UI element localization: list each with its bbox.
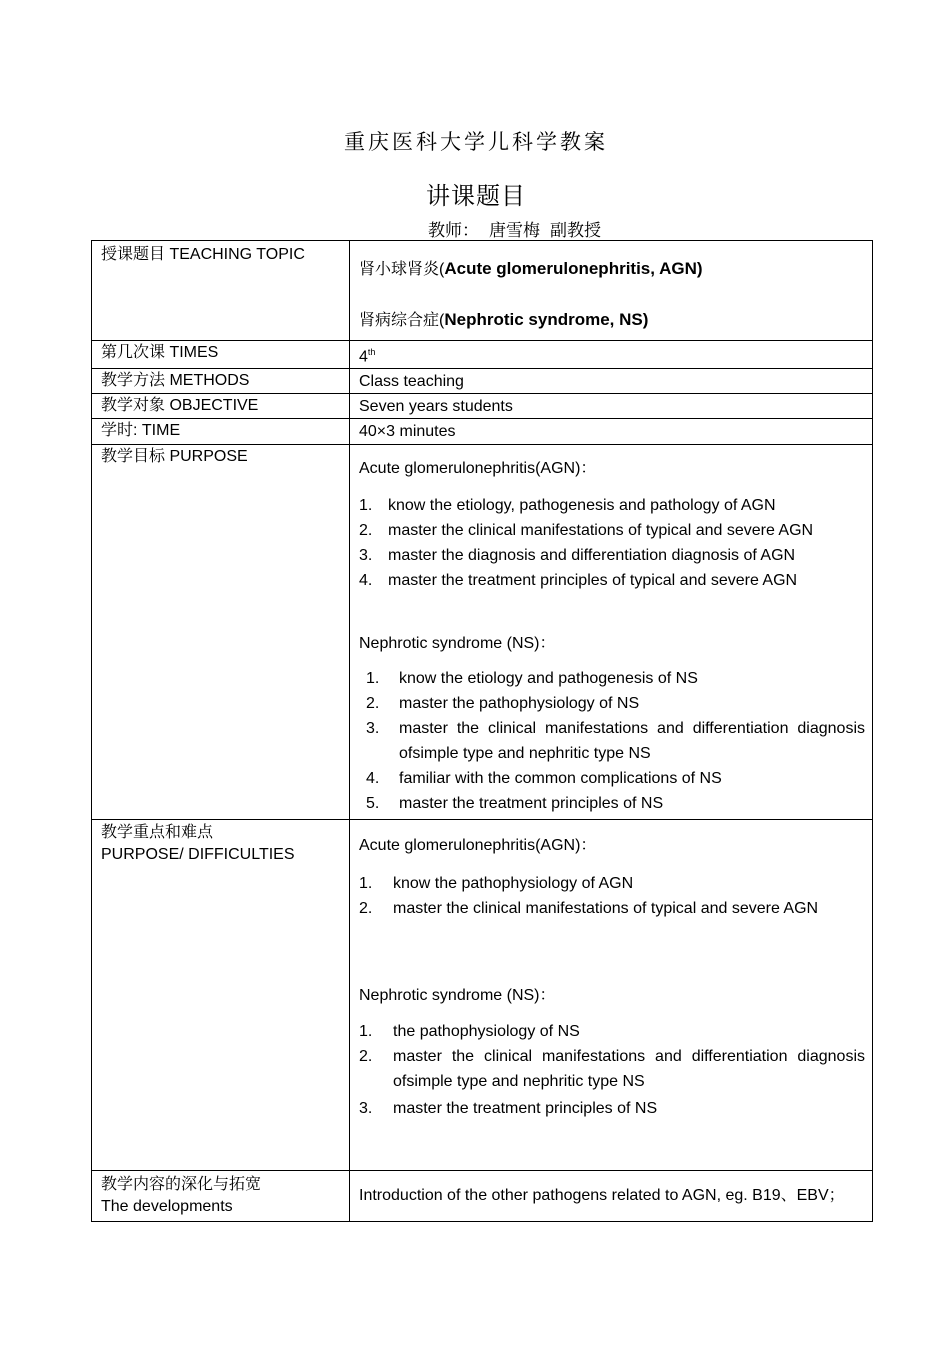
- teacher-line: [428, 216, 611, 241]
- difficulties-ns-list: [359, 1019, 865, 1121]
- list-item: [359, 716, 865, 766]
- list-item: [359, 691, 865, 716]
- item-text: master the treatment principles of typical and severe AGN: [388, 572, 798, 590]
- teacher-name: 唐雪梅: [489, 221, 540, 241]
- item-text: master the treatment principles of NS: [399, 795, 664, 813]
- purpose-agn-heading: Acute glomerulonephritis(AGN)：: [359, 460, 597, 478]
- times-value: [350, 341, 873, 369]
- developments-value: Introduction of the other pathogens related to AGN, eg. B19、EBV；: [350, 1171, 873, 1222]
- item-number: 1.: [359, 1023, 373, 1041]
- item-text: master the pathophysiology of NS: [399, 695, 640, 713]
- lecture-title: 讲课题目: [426, 182, 526, 210]
- purpose-ns-list: [359, 666, 865, 816]
- teacher-title: 副教授: [550, 221, 601, 241]
- item-number: 4.: [366, 770, 380, 788]
- list-item: [359, 896, 865, 921]
- item-number: 2.: [359, 522, 373, 540]
- purpose-ns-heading: Nephrotic syndrome (NS)：: [359, 635, 556, 653]
- item-text: the pathophysiology of NS: [393, 1023, 580, 1041]
- item-text: familiar with the common complications of NS: [399, 770, 722, 788]
- list-item: [359, 493, 865, 518]
- list-item: [359, 543, 865, 568]
- topic-ns: [359, 308, 865, 333]
- difficulties-label-cn: 教学重点和难点: [101, 824, 214, 842]
- time-row: [92, 419, 873, 445]
- list-item: [359, 568, 865, 593]
- time-value: 40×3 minutes: [350, 419, 873, 445]
- topic-agn: [359, 257, 865, 282]
- item-number: 1.: [359, 875, 373, 893]
- objective-label: 教学对象 OBJECTIVE: [92, 394, 350, 419]
- list-item: [359, 666, 865, 691]
- difficulties-ns-heading: Nephrotic syndrome (NS)：: [359, 987, 556, 1005]
- item-text: master the clinical manifestations and differentiation diagnosis ofsimple type and nephritic type NS: [399, 720, 865, 763]
- item-number: 3.: [366, 720, 380, 738]
- times-suffix: th: [367, 347, 376, 357]
- difficulties-label-en: PURPOSE/ DIFFICULTIES: [101, 846, 295, 864]
- item-number: 3.: [359, 1100, 373, 1118]
- item-text: know the etiology, pathogenesis and pathology of AGN: [388, 497, 776, 515]
- developments-label: [92, 1171, 350, 1222]
- teacher-label: 教师：: [428, 221, 479, 241]
- difficulties-agn-heading: Acute glomerulonephritis(AGN)：: [359, 837, 597, 855]
- list-item: [359, 1096, 865, 1121]
- item-text: know the pathophysiology of AGN: [393, 875, 634, 893]
- topic-row: [92, 241, 873, 341]
- list-item: [359, 518, 865, 543]
- item-text: master the clinical manifestations of typical and severe AGN: [388, 522, 814, 540]
- list-item: [359, 1044, 865, 1094]
- item-number: 1.: [359, 497, 373, 515]
- item-number: 2.: [359, 900, 373, 918]
- methods-label: 教学方法 METHODS: [92, 369, 350, 394]
- list-item: [359, 766, 865, 791]
- difficulties-label: [92, 820, 350, 1171]
- topic-ns-en: Nephrotic syndrome, NS): [444, 310, 649, 329]
- purpose-agn-list: [359, 493, 865, 593]
- topic-ns-cn: 肾病综合症(: [359, 312, 445, 329]
- item-text: master the diagnosis and differentiation diagnosis of AGN: [388, 547, 796, 565]
- item-number: 5.: [366, 795, 380, 813]
- list-item: [359, 871, 865, 896]
- times-label: 第几次课 TIMES: [92, 341, 350, 369]
- lesson-plan-table: [91, 240, 873, 1222]
- item-number: 2.: [366, 695, 380, 713]
- item-text: master the clinical manifestations and differentiation diagnosis ofsimple type and nephritic type NS: [393, 1048, 865, 1091]
- times-row: [92, 341, 873, 369]
- item-text: master the clinical manifestations of typical and severe AGN: [393, 900, 819, 918]
- objective-value: Seven years students: [350, 394, 873, 419]
- purpose-content: [350, 445, 873, 820]
- topic-value: [350, 241, 873, 341]
- topic-label: 授课题目 TEACHING TOPIC: [92, 241, 350, 341]
- item-text: know the etiology and pathogenesis of NS: [399, 670, 698, 688]
- difficulties-agn-list: [359, 871, 865, 921]
- purpose-row: [92, 445, 873, 820]
- item-number: 4.: [359, 572, 373, 590]
- difficulties-content: [350, 820, 873, 1171]
- developments-row: [92, 1171, 873, 1222]
- item-number: 2.: [359, 1048, 373, 1066]
- time-label: 学时: TIME: [92, 419, 350, 445]
- item-number: 1.: [366, 670, 380, 688]
- purpose-label: 教学目标 PURPOSE: [92, 445, 350, 820]
- developments-label-en: The developments: [101, 1198, 233, 1216]
- methods-row: [92, 369, 873, 394]
- list-item: [359, 1019, 865, 1044]
- item-text: master the treatment principles of NS: [393, 1100, 658, 1118]
- document-title: 重庆医科大学儿科学教案: [344, 130, 608, 154]
- objective-row: [92, 394, 873, 419]
- times-number: 4: [359, 348, 368, 366]
- list-item: [359, 791, 865, 816]
- developments-label-cn: 教学内容的深化与拓宽: [101, 1176, 262, 1194]
- topic-agn-en: Acute glomerulonephritis, AGN): [444, 259, 703, 278]
- topic-agn-cn: 肾小球肾炎(: [359, 261, 445, 278]
- difficulties-row: [92, 820, 873, 1171]
- item-number: 3.: [359, 547, 373, 565]
- methods-value: Class teaching: [350, 369, 873, 394]
